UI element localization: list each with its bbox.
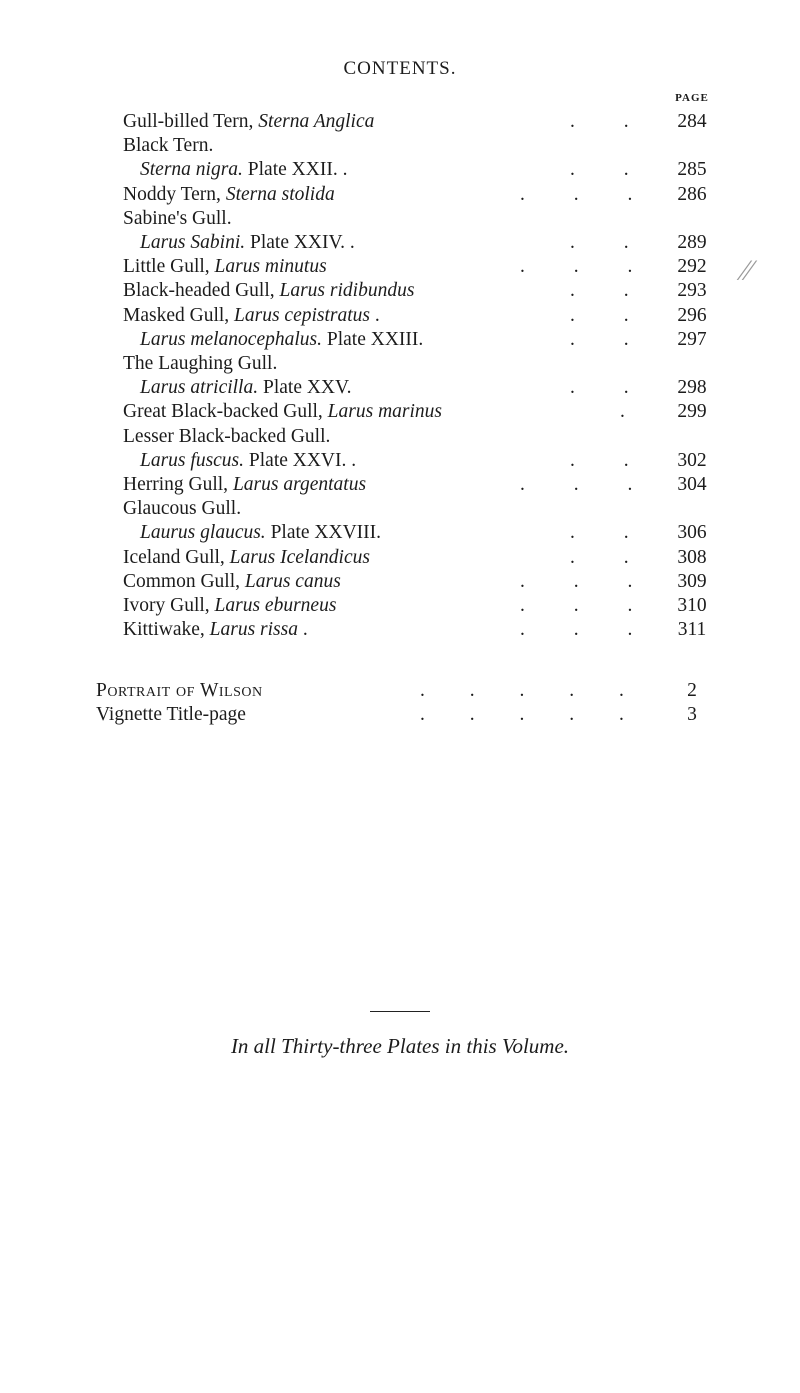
entry-title (96, 703, 246, 727)
contents-entry (0, 279, 800, 303)
contents-entry (0, 255, 800, 279)
latin-name: Sterna stolida (225, 183, 335, 205)
entry-title (123, 134, 213, 158)
contents-entry (0, 231, 800, 255)
extra-label: Vignette Title-page (96, 704, 246, 726)
extra-label: Portrait of Wilson (96, 680, 263, 701)
entry-page-number: 310 (677, 595, 707, 616)
latin-name: Larus melanocephalus. (140, 328, 322, 350)
common-name: Gull-billed Tern, (123, 111, 259, 132)
common-name: Black-headed Gull, (123, 280, 280, 302)
latin-name: Larus argentatus (232, 474, 367, 495)
common-name: Noddy Tern, (123, 183, 226, 205)
entry-page-number: 309 (677, 570, 707, 592)
leader-dots: . . (570, 280, 651, 302)
divider-rule (370, 1011, 430, 1012)
common-name: Sabine's Gull. (123, 207, 232, 229)
entry-title (123, 546, 370, 570)
contents-entry (0, 158, 800, 182)
common-name: Little Gull, (123, 256, 215, 278)
entry-page-number: 292 (677, 256, 707, 278)
contents-entry (0, 594, 800, 618)
contents-entry (0, 473, 800, 497)
leader-dots: . . (570, 328, 651, 350)
contents-entry (0, 134, 800, 158)
latin-name: Larus fuscus. (140, 449, 245, 471)
contents-entry (0, 376, 800, 400)
leader-dots: . . . (520, 595, 655, 616)
leader-dots: . . (570, 449, 651, 471)
common-name: Ivory Gull, (123, 595, 215, 616)
leader-dots: . . (570, 111, 651, 132)
common-name: Iceland Gull, (123, 546, 230, 568)
entry-page-number: 308 (677, 546, 707, 568)
leader-dots: . . . (520, 256, 655, 278)
common-name: Masked Gull, (123, 304, 235, 326)
latin-name: Larus Icelandicus (229, 546, 370, 568)
contents-entry (0, 449, 800, 473)
extra-entry (0, 703, 800, 727)
latin-name: Larus Sabini. (140, 232, 246, 253)
contents-entry (0, 400, 800, 424)
entry-page-number: 297 (677, 328, 707, 350)
leader-dots: . . (570, 304, 651, 326)
contents-entry (0, 207, 800, 231)
entry-page-number: 296 (677, 304, 707, 326)
leader-dots: . . . (520, 474, 655, 495)
entry-page-number: 3 (687, 704, 697, 726)
entry-title (123, 255, 327, 279)
entry-title (123, 183, 335, 207)
latin-name: Sterna nigra. (140, 159, 243, 181)
latin-name: Larus ridibundus (279, 280, 415, 302)
entry-page-number: 293 (677, 280, 707, 302)
contents-entry (0, 328, 800, 352)
common-name: Herring Gull, (123, 474, 233, 495)
common-name: The Laughing Gull. (123, 353, 278, 374)
contents-entry (0, 425, 800, 449)
latin-name: Laurus glaucus. (140, 522, 266, 544)
entry-title (123, 473, 366, 497)
contents-entry (0, 570, 800, 594)
common-name: Lesser Black-backed Gull. (123, 425, 331, 447)
plate-reference: Plate XXIV. . (245, 232, 355, 253)
entry-title (123, 110, 374, 134)
entry-title (140, 449, 356, 473)
extra-entry (0, 679, 800, 703)
entry-title (96, 679, 263, 703)
latin-name: Larus rissa (209, 619, 298, 641)
plate-reference: Plate XXV. (258, 377, 352, 399)
contents-entry (0, 110, 800, 134)
entry-page-number: 298 (677, 377, 707, 399)
entry-title (123, 304, 380, 328)
common-name: Black Tern. (123, 135, 214, 157)
entry-title (123, 497, 241, 521)
latin-name: Larus atricilla. (140, 377, 259, 399)
entry-page-number: 304 (677, 474, 707, 495)
contents-entry (0, 497, 800, 521)
leader-dots: . . (570, 232, 651, 253)
latin-name: Larus marinus (327, 401, 442, 423)
entry-page-number: 284 (677, 111, 707, 132)
plate-reference: . (298, 619, 308, 641)
contents-entry (0, 521, 800, 545)
leader-dots: . . (570, 546, 651, 568)
contents-entry (0, 183, 800, 207)
plate-reference: Plate XXVI. . (244, 449, 357, 471)
plate-reference: Plate XXIII. (322, 328, 424, 350)
leader-dots: . . . . . (420, 680, 644, 701)
contents-entry (0, 304, 800, 328)
plate-reference: Plate XXII. . (242, 159, 348, 181)
contents-heading: CONTENTS. (343, 58, 457, 79)
entry-page-number: 286 (677, 183, 707, 205)
entry-title (123, 618, 308, 642)
leader-dots: . (620, 401, 647, 423)
latin-name: Larus canus (244, 570, 341, 592)
plate-reference: Plate XXVIII. (265, 522, 382, 544)
margin-mark: ⁄⁄ (742, 254, 753, 287)
entry-title (123, 570, 341, 594)
leader-dots: . . . (520, 183, 655, 205)
entry-title (140, 231, 355, 255)
latin-name: Sterna Anglica (258, 111, 375, 132)
contents-entry (0, 546, 800, 570)
page-column-label: PAGE (675, 92, 709, 104)
entry-title (123, 207, 232, 231)
entry-title (140, 328, 423, 352)
entry-page-number: 299 (677, 401, 707, 423)
entry-page-number: 289 (677, 232, 707, 253)
contents-entry (0, 618, 800, 642)
latin-name: Larus eburneus (214, 595, 337, 616)
leader-dots: . . . . . (420, 704, 644, 726)
common-name: Kittiwake, (123, 619, 210, 641)
latin-name: Larus minutus (214, 256, 327, 278)
common-name: Great Black-backed Gull, (123, 401, 328, 423)
leader-dots: . . . (520, 619, 655, 641)
entry-page-number: 2 (687, 680, 697, 701)
plates-note: In all Thirty-three Plates in this Volume. (230, 1034, 570, 1058)
entry-title (140, 158, 347, 182)
leader-dots: . . . (520, 570, 655, 592)
entry-title (123, 425, 330, 449)
entry-title (123, 279, 414, 303)
entry-title (140, 376, 351, 400)
common-name: Glaucous Gull. (123, 498, 242, 520)
entry-page-number: 285 (677, 159, 707, 181)
latin-name: Larus cepistratus (234, 304, 371, 326)
common-name: Common Gull, (123, 570, 245, 592)
entry-title (123, 594, 336, 618)
contents-entry (0, 352, 800, 376)
leader-dots: . . (570, 522, 651, 544)
entry-page-number: 302 (677, 449, 707, 471)
leader-dots: . . (570, 159, 651, 181)
entry-title (140, 521, 381, 545)
entry-page-number: 311 (677, 619, 707, 641)
plate-reference: . (370, 304, 380, 326)
entry-title (123, 400, 442, 424)
entry-page-number: 306 (677, 522, 707, 544)
entry-title (123, 352, 277, 376)
leader-dots: . . (570, 377, 651, 399)
